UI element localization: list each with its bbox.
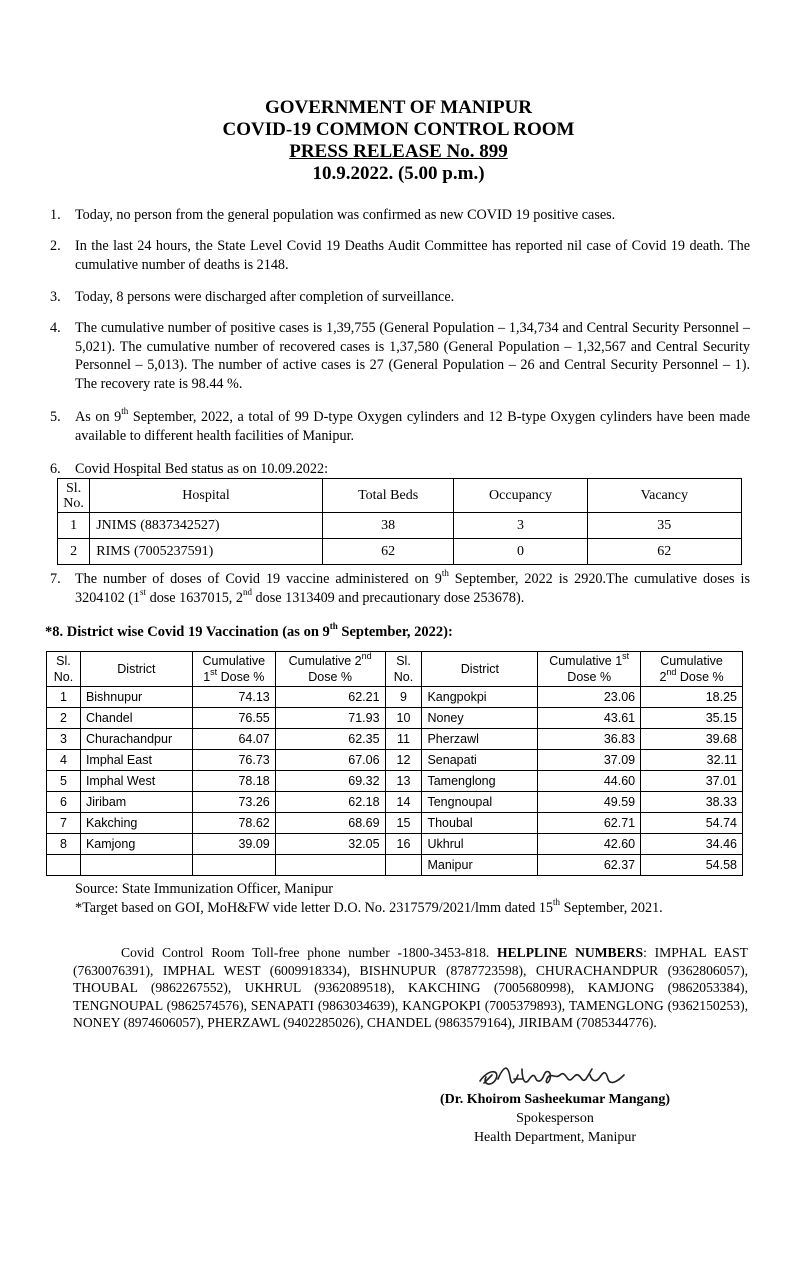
cell-dose2: 39.68 — [641, 729, 743, 750]
cell-dose1: 49.59 — [538, 792, 641, 813]
cell-dose1: 76.73 — [192, 750, 275, 771]
cell-dose1: 76.55 — [192, 708, 275, 729]
cell-dose2: 38.33 — [641, 792, 743, 813]
cell-sl: 13 — [385, 771, 422, 792]
cell-sl: 14 — [385, 792, 422, 813]
cell-dose2: 62.18 — [275, 792, 385, 813]
table-row — [47, 729, 743, 750]
item-number: 4. — [50, 320, 61, 336]
cell-sl: 4 — [47, 750, 81, 771]
cell-district: Noney — [422, 708, 538, 729]
cell-dose1: 37.09 — [538, 750, 641, 771]
cell-district: Imphal East — [80, 750, 192, 771]
item-text: Today, 8 persons were discharged after completion of surveillance. — [75, 289, 455, 305]
table-row — [58, 513, 742, 539]
cell-dose2: 68.69 — [275, 813, 385, 834]
col-header-total-beds: Total Beds — [322, 479, 454, 513]
cell-sl: 2 — [58, 539, 90, 565]
cell-district: Manipur — [422, 855, 538, 876]
cell-dose2: 62.21 — [275, 687, 385, 708]
cell-dose1: 36.83 — [538, 729, 641, 750]
col-header-dose1-2: Cumulative 1st Dose % — [538, 652, 641, 687]
source-notes — [75, 880, 663, 918]
cell-hospital: RIMS (7005237591) — [90, 539, 323, 565]
table-row — [47, 708, 743, 729]
cell-district: Pherzawl — [422, 729, 538, 750]
cell-sl: 16 — [385, 834, 422, 855]
cell-district: Tengnoupal — [422, 792, 538, 813]
cell-district: Bishnupur — [80, 687, 192, 708]
item-text: As on 9th September, 2022, a total of 99 D-type Oxygen cylinders and 12 B-type Oxygen cylinders have been made available to different health facilities of Manipur. — [75, 406, 750, 444]
col-header-district-2: District — [422, 652, 538, 687]
signatory-department: Health Department, Manipur — [473, 1130, 637, 1145]
cell-sl: 12 — [385, 750, 422, 771]
district-vaccination-table — [46, 651, 743, 876]
cell-dose2: 37.01 — [641, 771, 743, 792]
table-row — [47, 687, 743, 708]
col-header-dose2-2: Cumulative 2nd Dose % — [641, 652, 743, 687]
cell-occupancy: 0 — [454, 539, 587, 565]
cell-dose2: 32.05 — [275, 834, 385, 855]
cell-district: Imphal West — [80, 771, 192, 792]
cell-dose1: 64.07 — [192, 729, 275, 750]
table-row — [47, 792, 743, 813]
cell-district: Churachandpur — [80, 729, 192, 750]
cell-sl: 6 — [47, 792, 81, 813]
col-header-occupancy: Occupancy — [454, 479, 587, 513]
table-row — [47, 813, 743, 834]
cell-dose2: 34.46 — [641, 834, 743, 855]
document-header — [0, 97, 797, 185]
col-header-sl: Sl. No. — [47, 652, 81, 687]
cell-total-beds: 62 — [322, 539, 454, 565]
col-header-sl: Sl. No. — [58, 479, 90, 513]
cell-dose1: 78.62 — [192, 813, 275, 834]
section-8-heading: *8. District wise Covid 19 Vaccination (as on 9th September, 2022): — [45, 621, 453, 640]
target-note: *Target based on GOI, MoH&FW vide letter D.O. No. 2317579/2021/lmm dated 15th September, 2021. — [75, 897, 663, 916]
cell-district: Tamenglong — [422, 771, 538, 792]
cell-dose1: 44.60 — [538, 771, 641, 792]
item-text: The cumulative number of positive cases is 1,39,755 (General Population – 1,34,734 and Central Security Personnel – 5,021). The cumulative number of recovered cases is 1,37,580 (General Population – 1,32,567 and Central Security Personnel – 5,013). The number of active cases is 27 (General Population – 26 and Central Security Personnel – 1). The recovery rate is 98.44 %. — [75, 320, 750, 392]
cell-dose2: 71.93 — [275, 708, 385, 729]
item-number: 3. — [50, 289, 61, 305]
table-row — [47, 750, 743, 771]
cell-dose1: 23.06 — [538, 687, 641, 708]
cell-dose2: 54.74 — [641, 813, 743, 834]
cell-district: Kangpokpi — [422, 687, 538, 708]
table-row — [47, 834, 743, 855]
item-1 — [50, 206, 750, 225]
cell-dose1: 73.26 — [192, 792, 275, 813]
cell-district: Jiribam — [80, 792, 192, 813]
cell-district: Kakching — [80, 813, 192, 834]
cell-sl: 8 — [47, 834, 81, 855]
signatory-name: (Dr. Khoirom Sasheekumar Mangang) — [440, 1092, 670, 1107]
item-number: 7. — [50, 571, 61, 587]
cell-district: Senapati — [422, 750, 538, 771]
cell-occupancy: 3 — [454, 513, 587, 539]
cell-district: Kamjong — [80, 834, 192, 855]
cell-dose2: 62.35 — [275, 729, 385, 750]
cell-sl: 2 — [47, 708, 81, 729]
item-number: 5. — [50, 409, 61, 425]
hospital-bed-table — [57, 478, 742, 565]
item-number: 2. — [50, 238, 61, 254]
cell-dose1: 43.61 — [538, 708, 641, 729]
helpline-paragraph: Covid Control Room Toll-free phone number -1800-3453-818. HELPLINE NUMBERS: IMPHAL EAST (7630076391), IMPHAL WEST (6009918334), BISHNUPUR (8787723598), CHURACHANDPUR (9362806057), THOUBAL (9862267552), UKHRUL (9362089518), KAKCHING (7005680998), KAMJONG (9862053384), TENGNOUPAL (9862574576), SENAPATI (9863034639), KANGPOKPI (7005379893), TAMENGLONG (9362150253), NONEY (8974606057), PHERZAWL (9402285026), CHANDEL (9863579164), JIRIBAM (7085344776). — [73, 945, 748, 1030]
release-datetime: 10.9.2022. (5.00 p.m.) — [312, 163, 485, 184]
cell-sl: 9 — [385, 687, 422, 708]
cell-hospital: JNIMS (8837342527) — [90, 513, 323, 539]
cell-district: Chandel — [80, 708, 192, 729]
cell-vacancy: 35 — [587, 513, 741, 539]
table-total-row — [47, 855, 743, 876]
item-4 — [50, 319, 750, 393]
cell-dose2: 32.11 — [641, 750, 743, 771]
item-text: Today, no person from the general population was confirmed as new COVID 19 positive cases. — [75, 207, 616, 223]
col-header-hospital: Hospital — [90, 479, 323, 513]
cell-dose1: 74.13 — [192, 687, 275, 708]
cell-sl: 11 — [385, 729, 422, 750]
cell-dose2: 69.32 — [275, 771, 385, 792]
signature-image — [478, 1055, 628, 1095]
cell-dose1: 42.60 — [538, 834, 641, 855]
header-government: GOVERNMENT OF MANIPUR — [264, 97, 533, 118]
cell-sl: 5 — [47, 771, 81, 792]
cell-sl: 7 — [47, 813, 81, 834]
cell-dose2: 67.06 — [275, 750, 385, 771]
cell-dose1: 62.37 — [538, 855, 641, 876]
item-7 — [50, 570, 750, 607]
cell-dose1: 78.18 — [192, 771, 275, 792]
col-header-district: District — [80, 652, 192, 687]
cell-dose1: 39.09 — [192, 834, 275, 855]
cell-sl: 1 — [58, 513, 90, 539]
item-text: In the last 24 hours, the State Level Covid 19 Deaths Audit Committee has reported nil case of Covid 19 death. The cumulative number of deaths is 2148. — [75, 238, 750, 273]
signatory-block — [420, 1090, 690, 1147]
cell-sl: 15 — [385, 813, 422, 834]
item-6 — [50, 460, 750, 479]
cell-sl: 1 — [47, 687, 81, 708]
cell-dose2: 18.25 — [641, 687, 743, 708]
item-text: The number of doses of Covid 19 vaccine administered on 9th September, 2022 is 2920.The cumulative doses is 3204102 (1st dose 1637015, 2nd dose 1313409 and precautionary dose 253678). — [75, 568, 750, 606]
press-release-number: PRESS RELEASE No. 899 — [289, 141, 508, 162]
cell-district: Ukhrul — [422, 834, 538, 855]
item-2 — [50, 237, 750, 274]
table-row — [47, 771, 743, 792]
cell-sl: 10 — [385, 708, 422, 729]
col-header-dose2: Cumulative 2nd Dose % — [275, 652, 385, 687]
cell-total-beds: 38 — [322, 513, 454, 539]
cell-dose1: 62.71 — [538, 813, 641, 834]
cell-dose2: 35.15 — [641, 708, 743, 729]
item-number: 1. — [50, 207, 61, 223]
cell-district: Thoubal — [422, 813, 538, 834]
col-header-sl-2: Sl. No. — [385, 652, 422, 687]
table-row — [58, 539, 742, 565]
source-line: Source: State Immunization Officer, Manipur — [75, 881, 334, 897]
col-header-vacancy: Vacancy — [587, 479, 741, 513]
cell-dose2: 54.58 — [641, 855, 743, 876]
cell-sl: 3 — [47, 729, 81, 750]
signatory-title: Spokesperson — [516, 1111, 594, 1126]
cell-vacancy: 62 — [587, 539, 741, 565]
item-3 — [50, 288, 750, 307]
table-header-row — [47, 652, 743, 687]
item-number: 6. — [50, 461, 61, 477]
table-header-row — [58, 479, 742, 513]
header-control-room: COVID-19 COMMON CONTROL ROOM — [222, 119, 575, 140]
col-header-dose1: Cumulative 1st Dose % — [192, 652, 275, 687]
item-text: Covid Hospital Bed status as on 10.09.2022: — [75, 461, 329, 477]
item-5 — [50, 408, 750, 445]
